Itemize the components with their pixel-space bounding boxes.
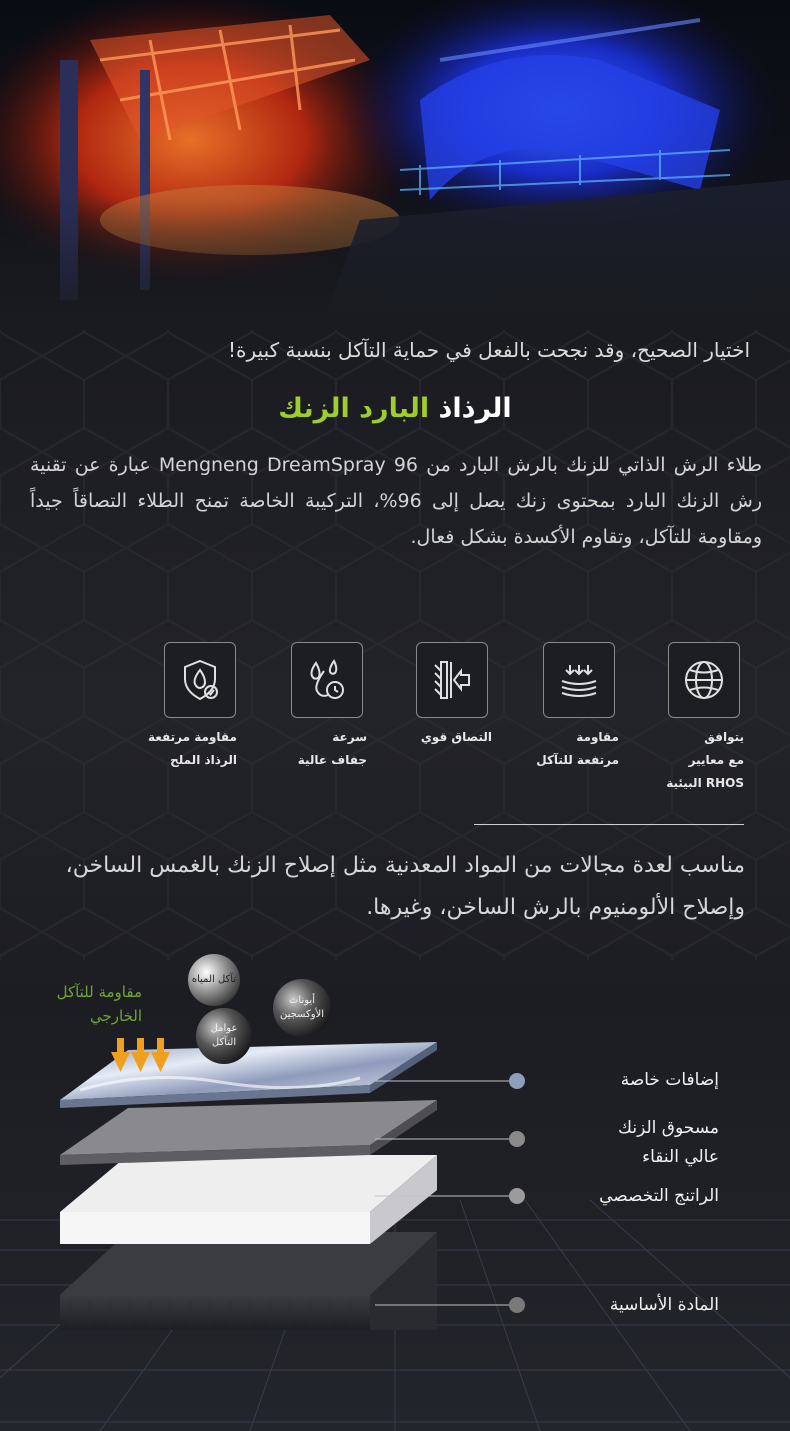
zinc-dot — [509, 1131, 525, 1147]
title-white-part: الرذاذ — [438, 393, 512, 424]
feature-label: يتوافق مع معايير RHOS البيئية — [666, 730, 744, 790]
title-green-part: البارد الزنك — [278, 393, 430, 424]
product-description: طلاء الرش الذاتي للزنك بالرش البارد من Mengneng DreamSpray 96 عبارة عن تقنية رش الزنك البارد بمحتوى زنك يصل إلى 96%، التركيبة الخاصة تمنح الطلاء التصاقاً جيداً ومقاومة للتآكل، وتقاوم الأكسدة بشكل فعال. — [30, 454, 763, 548]
external-corrosion-label: مقاومة للتآكل الخارجي — [56, 983, 142, 1025]
features-row — [0, 642, 790, 802]
shield-drop-icon — [164, 642, 236, 718]
additives-dot — [509, 1073, 525, 1089]
wear-resistance-icon — [543, 642, 615, 718]
hero-industrial-image — [0, 0, 790, 330]
corrosion-factors-bubble: عوامل التآكل — [210, 1023, 238, 1048]
quick-dry-icon — [291, 642, 363, 718]
label-zinc-powder: مسحوق الزنك عالي النقاء — [618, 1118, 719, 1167]
external-corrosion-arrows — [111, 1038, 170, 1072]
base-dot — [509, 1297, 525, 1313]
feature-label: مقاومة مرتفعة للتآكل — [536, 730, 619, 767]
feature-label: سرعة جفاف عالية — [297, 730, 367, 767]
applications-text: مناسب لعدة مجالات من المواد المعدنية مثل إصلاح الزنك بالغمس الساخن، وإصلاح الألومنيوم بالرش الساخن، وغيرها. — [65, 853, 745, 920]
section-divider — [474, 824, 744, 825]
adhesion-icon — [416, 642, 488, 718]
oxygen-ions-bubble: أيونات الأوكسجين — [279, 995, 325, 1020]
feature-label: مقاومة مرتفعة الرذاذ الملح — [147, 730, 237, 767]
label-base: المادة الأساسية — [609, 1295, 719, 1315]
page-title — [0, 393, 790, 424]
tagline: اختيار الصحيح، وقد نجحت بالفعل في حماية التآكل بنسبة كبيرة! — [228, 338, 750, 362]
feature-label: التصاق قوي — [420, 730, 492, 744]
label-additives: إضافات خاصة — [620, 1070, 719, 1090]
label-resin: الراتنج التخصصي — [599, 1186, 719, 1206]
globe-icon — [668, 642, 740, 718]
resin-dot — [509, 1188, 525, 1204]
additives-layer — [60, 1042, 437, 1108]
water-corrosion-bubble: تآكل المياه — [191, 974, 237, 985]
resin-layer — [60, 1155, 437, 1244]
